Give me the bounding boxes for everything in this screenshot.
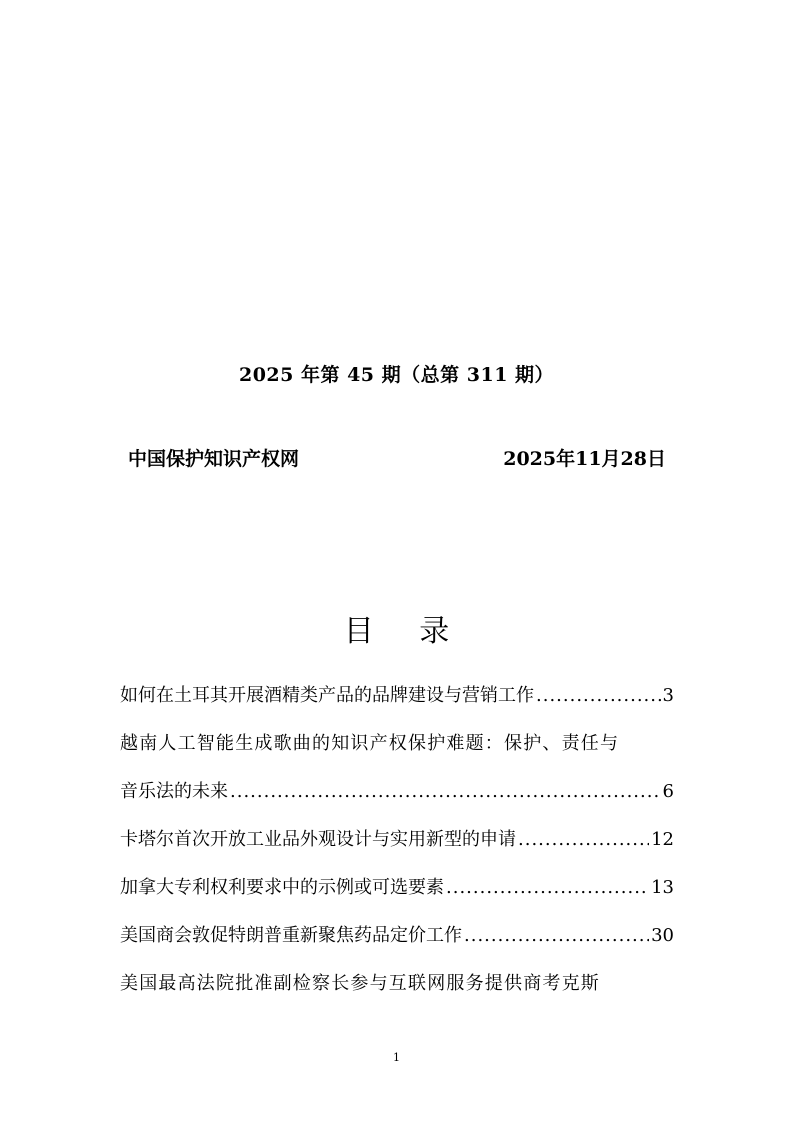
toc-entry-title: 美国商会敦促特朗普重新聚焦药品定价工作 — [120, 925, 462, 946]
toc-leader-dots — [536, 672, 661, 720]
toc-entry[interactable] — [120, 816, 674, 864]
toc-entry-title: 越南人工智能生成歌曲的知识产权保护难题：保护、责任与 — [120, 733, 620, 754]
toc-leader-dots — [464, 912, 649, 960]
toc-leader-dots — [446, 864, 649, 912]
toc-entry-title: 如何在土耳其开展酒精类产品的品牌建设与营销工作 — [120, 685, 534, 706]
toc-entry-title-continued: 音乐法的未来 — [120, 781, 228, 802]
toc-entry[interactable] — [120, 864, 674, 912]
toc-leader-dots — [518, 816, 649, 864]
page-number: 1 — [393, 1051, 400, 1064]
toc-entry-page: 6 — [662, 781, 674, 802]
toc-entry-title[interactable]: 美国最高法院批准副检察长参与互联网服务提供商考克斯 — [120, 973, 600, 994]
table-of-contents — [120, 672, 674, 1008]
toc-entry-page: 3 — [662, 685, 674, 706]
toc-entry[interactable] — [120, 672, 674, 720]
issue-number: 2025 年第 45 期（总第 311 期） — [238, 364, 555, 386]
toc-entry[interactable] — [120, 912, 674, 960]
publication-date: 2025年11月28日 — [503, 448, 666, 470]
toc-entry-page: 12 — [651, 829, 674, 850]
publisher-name: 中国保护知识产权网 — [128, 448, 300, 470]
toc-entry-page: 30 — [651, 925, 674, 946]
toc-entry[interactable] — [120, 720, 674, 816]
publication-info — [128, 444, 666, 471]
toc-leader-dots — [230, 768, 661, 816]
toc-heading: 目 录 — [343, 614, 468, 649]
toc-entry-title: 卡塔尔首次开放工业品外观设计与实用新型的申请 — [120, 829, 516, 850]
toc-entry-page: 13 — [651, 877, 674, 898]
toc-entry-title: 加拿大专利权利要求中的示例或可选要素 — [120, 877, 444, 898]
